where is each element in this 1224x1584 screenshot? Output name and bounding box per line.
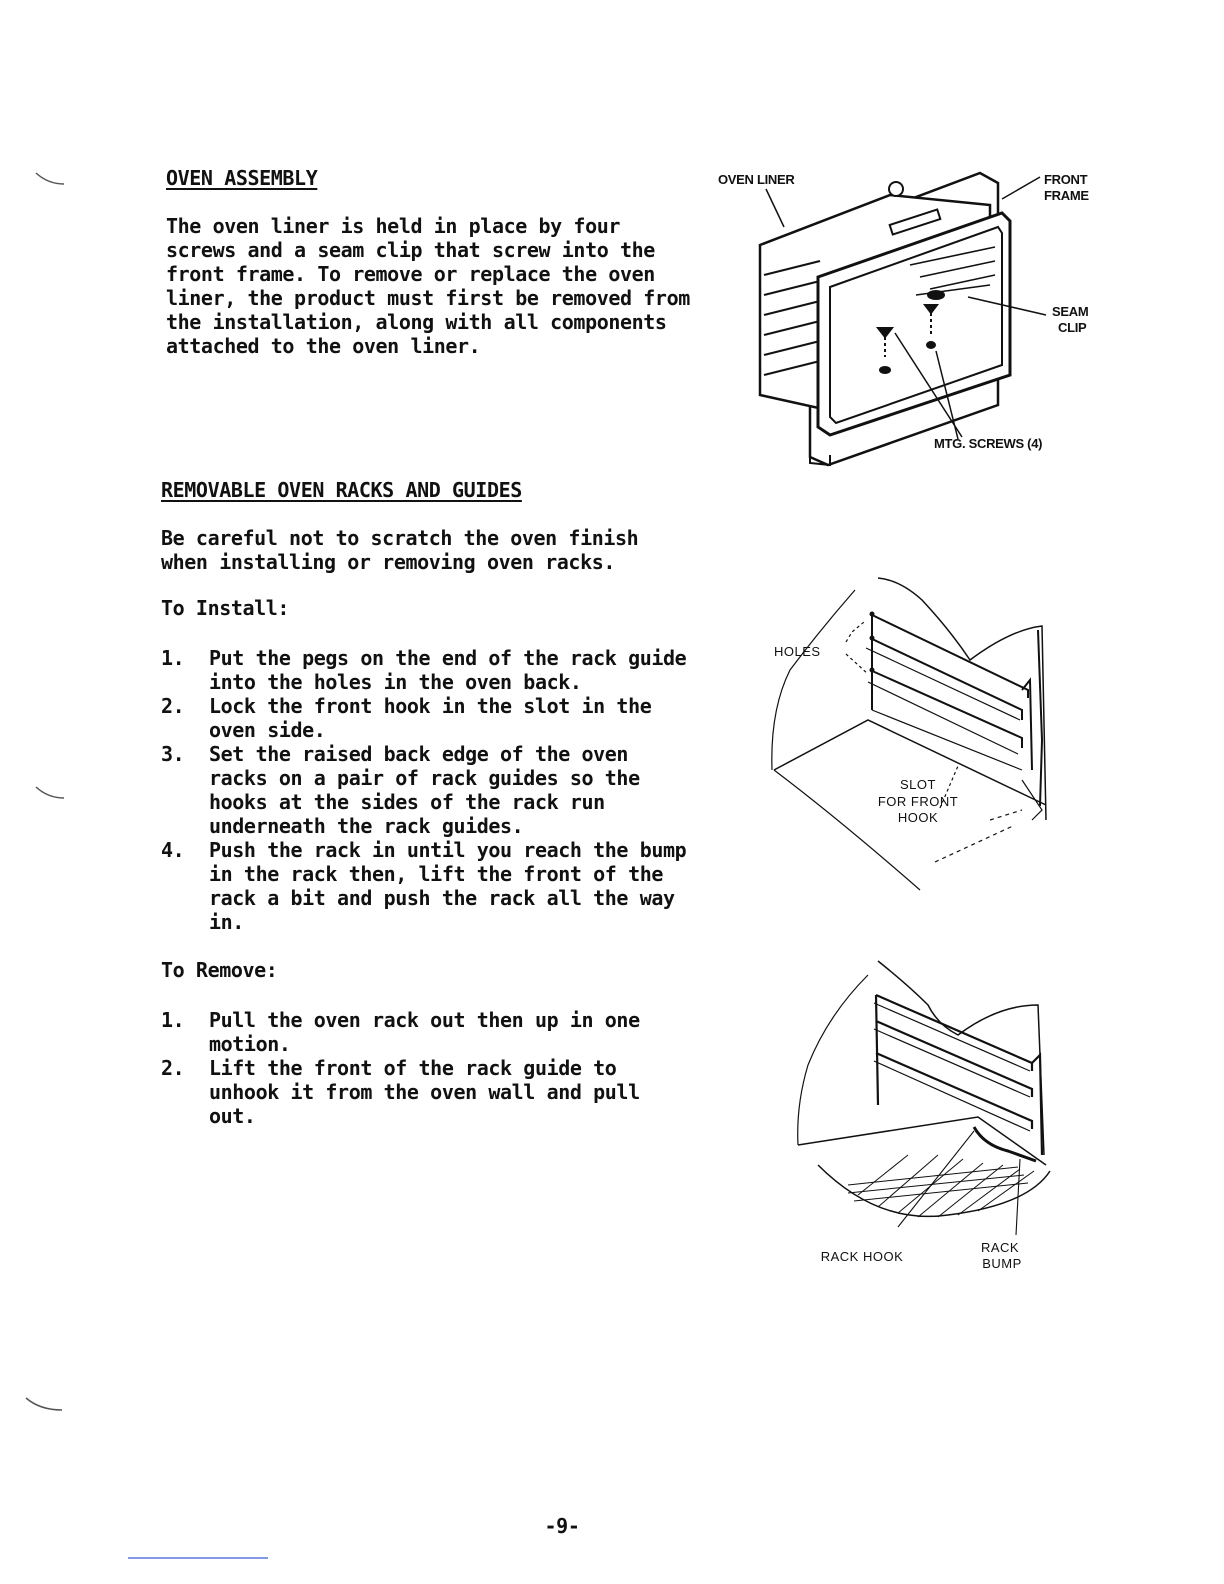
label-front-frame-line2: FRAME	[1044, 188, 1089, 203]
step-text: Pull the oven rack out then up in one motion.	[209, 1008, 640, 1056]
label-seam-clip-line1: SEAM	[1052, 304, 1089, 319]
step-number: 2.	[161, 694, 185, 718]
step-text: Set the raised back edge of the oven racks on a pair of rack guides so the hooks at the sides of the rack run underneath the rack guides.	[209, 742, 640, 838]
label-rack-bump-line2: BUMP	[982, 1256, 1022, 1271]
install-step-1	[161, 646, 691, 694]
label-rack-hook: RACK HOOK	[820, 1249, 904, 1264]
step-number: 1.	[161, 646, 185, 670]
label-slot-line2: FOR FRONT	[877, 794, 959, 809]
label-holes: HOLES	[774, 644, 821, 659]
oven-liner-illustration	[740, 165, 1060, 470]
oven-assembly-body: The oven liner is held in place by four screws and a seam clip that screw into the front frame. To remove or replace the oven liner, the product must first be removed from the installation, along with all components attached to the oven liner.	[166, 214, 690, 358]
racks-guides-intro: Be careful not to scratch the oven finish when installing or removing oven racks.	[161, 526, 639, 574]
install-step-4	[161, 838, 691, 934]
install-step-3	[161, 742, 691, 838]
step-text: Put the pegs on the end of the rack guide into the holes in the oven back.	[209, 646, 687, 694]
step-number: 3.	[161, 742, 185, 766]
step-number: 4.	[161, 838, 185, 862]
step-text: Lift the front of the rack guide to unhook it from the oven wall and pull out.	[209, 1056, 640, 1128]
page-number: -9-	[544, 1514, 580, 1538]
racks-guides-heading: REMOVABLE OVEN RACKS AND GUIDES	[161, 478, 522, 502]
oven-assembly-heading: OVEN ASSEMBLY	[166, 166, 318, 190]
step-number: 2.	[161, 1056, 185, 1080]
rack-guides-illustration	[760, 570, 1060, 900]
label-slot-line3: HOOK	[897, 810, 939, 825]
remove-step-1	[161, 1008, 661, 1056]
install-steps	[161, 646, 691, 934]
label-slot-line1: SLOT	[900, 777, 936, 792]
rack-hook-illustration	[788, 955, 1068, 1255]
label-seam-clip-line2: CLIP	[1058, 320, 1087, 335]
remove-label: To Remove:	[161, 958, 278, 982]
install-step-2	[161, 694, 691, 742]
label-oven-liner: OVEN LINER	[718, 172, 795, 187]
step-text: Lock the front hook in the slot in the oven side.	[209, 694, 652, 742]
label-rack-bump-line1: RACK	[980, 1240, 1020, 1255]
remove-steps	[161, 1008, 661, 1128]
step-number: 1.	[161, 1008, 185, 1032]
label-mtg-screws: MTG. SCREWS (4)	[934, 436, 1043, 451]
install-label: To Install:	[161, 596, 290, 620]
step-text: Push the rack in until you reach the bump in the rack then, lift the front of the rack a bit and push the rack all the way in.	[209, 838, 687, 934]
remove-step-2	[161, 1056, 661, 1128]
label-front-frame-line1: FRONT	[1044, 172, 1088, 187]
